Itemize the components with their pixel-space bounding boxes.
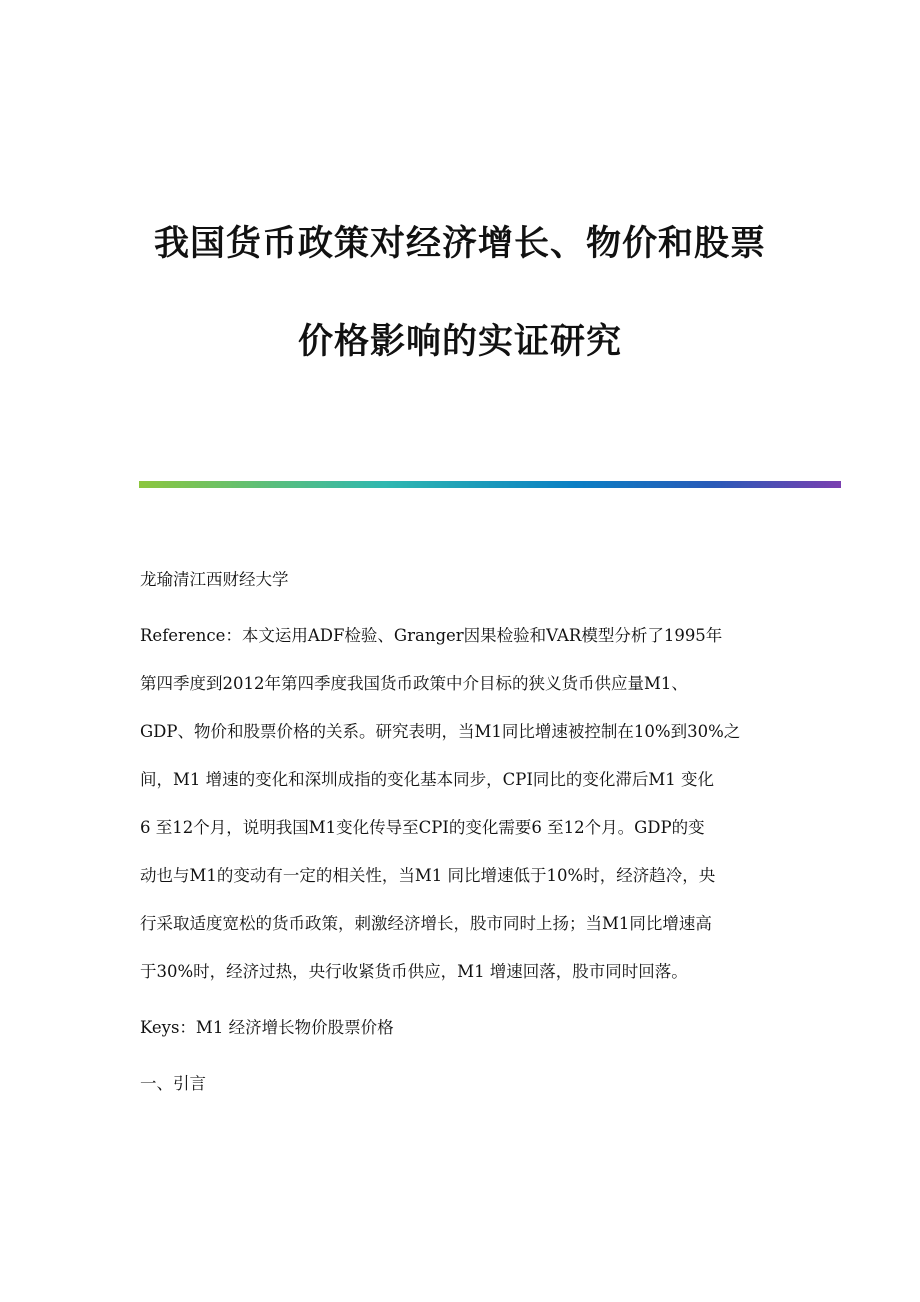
gradient-divider bbox=[139, 481, 841, 488]
abstract-line: 动也与M1的变动有一定的相关性，当M1 同比增速低于10%时，经济趋冷，央 bbox=[140, 866, 716, 885]
abstract-line: 6 至12个月，说明我国M1变化传导至CPI的变化需要6 至12个月。GDP的变 bbox=[140, 818, 705, 837]
abstract-line: 第四季度到2012年第四季度我国货币政策中介目标的狭义货币供应量M1、 bbox=[140, 674, 688, 693]
document-title-line-2: 价格影响的实证研究 bbox=[297, 321, 622, 362]
document-title-line-1: 我国货币政策对经济增长、物价和股票 bbox=[153, 223, 766, 264]
keywords: Keys：M1 经济增长物价股票价格 bbox=[140, 1018, 394, 1037]
abstract-line: Reference：本文运用ADF检验、Granger因果检验和VAR模型分析了1995年 bbox=[140, 626, 723, 645]
section-heading-introduction: 一、引言 bbox=[140, 1074, 206, 1093]
abstract-line: GDP、物价和股票价格的关系。研究表明，当M1同比增速被控制在10%到30%之 bbox=[140, 722, 741, 741]
abstract-line: 于30%时，经济过热，央行收紧货币供应，M1 增速回落，股市同时回落。 bbox=[140, 962, 688, 981]
abstract-line: 行采取适度宽松的货币政策，刺激经济增长，股市同时上扬；当M1同比增速高 bbox=[140, 914, 712, 933]
abstract-line: 间，M1 增速的变化和深圳成指的变化基本同步，CPI同比的变化滞后M1 变化 bbox=[140, 770, 715, 789]
author-affiliation: 龙瑜清江西财经大学 bbox=[140, 570, 289, 589]
